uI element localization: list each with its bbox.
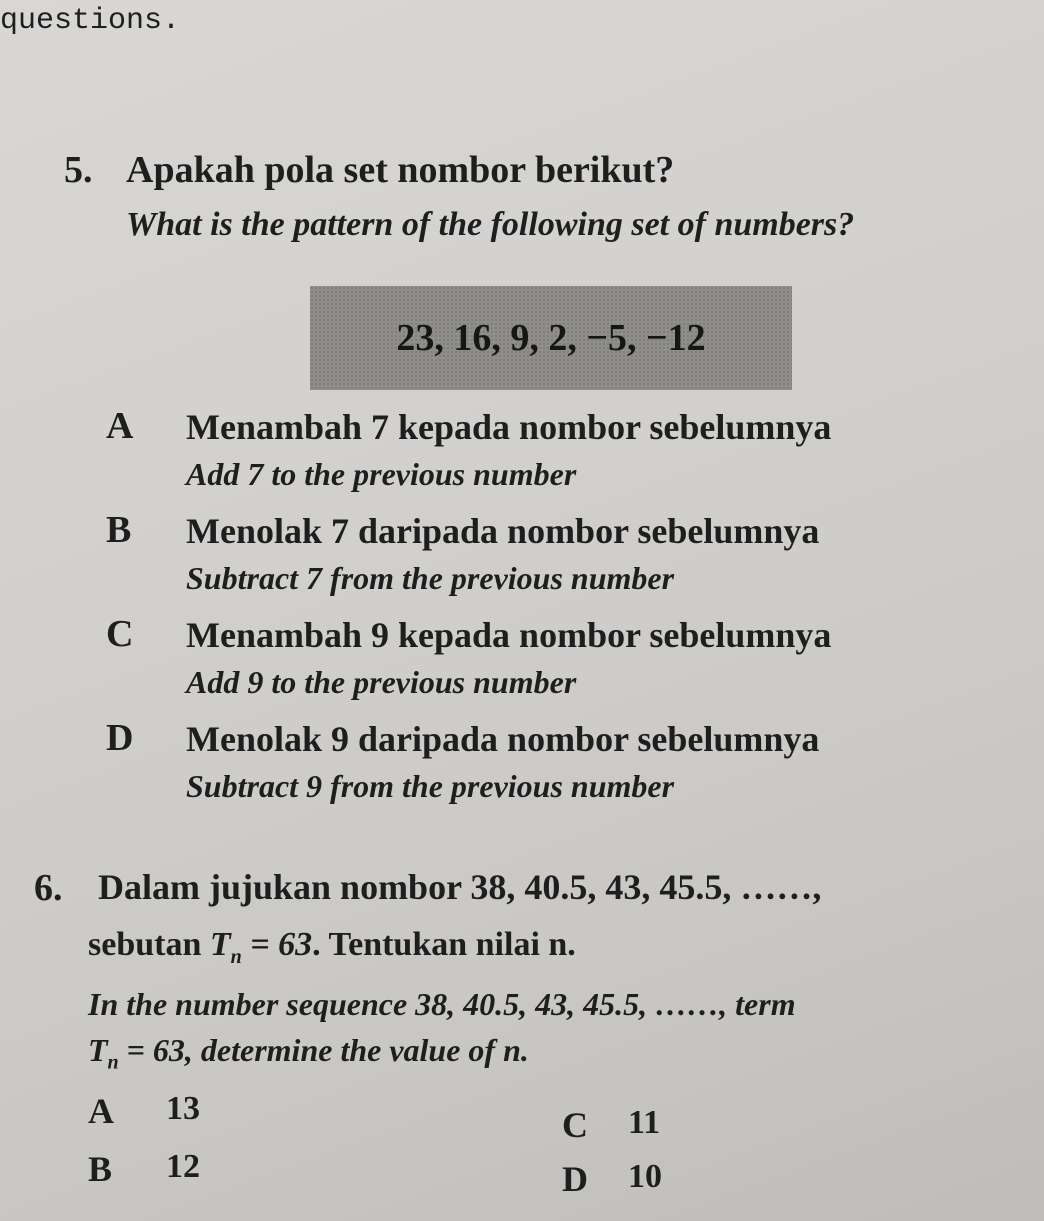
q5-option-c-malay[interactable]: Menambah 9 kepada nombor sebelumnya — [186, 615, 832, 655]
q5-option-d-english[interactable]: Subtract 9 from the previous number — [186, 768, 675, 804]
q5-option-b-english[interactable]: Subtract 7 from the previous number — [186, 560, 675, 596]
instruction-malay: . Tentukan nilai n. — [312, 926, 576, 963]
page-header: questions. — [0, 4, 181, 38]
question-6-line2-malay — [88, 926, 576, 969]
q5-option-b-letter[interactable]: B — [106, 509, 132, 551]
question-6-line1-english: In the number sequence 38, 40.5, 43, 45.5, ……, term — [88, 986, 796, 1022]
term-formula-english: $T_n = 63$ — [88, 1032, 185, 1074]
q6-option-d-letter[interactable]: D — [562, 1159, 588, 1199]
number-sequence: 23, 16, 9, 2, −5, −12 — [396, 317, 706, 359]
q6-option-d-value[interactable]: 10 — [628, 1158, 662, 1195]
q6-option-a-letter[interactable]: A — [88, 1091, 114, 1131]
term-formula: $T_n = 63$ — [209, 926, 313, 968]
q6-option-b-letter[interactable]: B — [88, 1149, 113, 1189]
q6-option-b-value[interactable]: 12 — [166, 1148, 200, 1185]
q5-option-c-letter[interactable]: C — [106, 613, 134, 655]
question-5-text-english: What is the pattern of the following set of numbers? — [126, 206, 855, 243]
q5-option-c-english[interactable]: Add 9 to the previous number — [186, 664, 577, 700]
question-5-text-malay: Apakah pola set nombor berikut? — [126, 149, 675, 191]
question-5-number: 5. — [64, 149, 93, 191]
number-sequence-box — [310, 286, 792, 390]
q5-option-b-malay[interactable]: Menolak 7 daripada nombor sebelumnya — [186, 511, 820, 551]
q5-option-d-letter[interactable]: D — [106, 717, 134, 759]
q5-option-a-malay[interactable]: Menambah 7 kepada nombor sebelumnya — [186, 407, 832, 447]
q5-option-a-letter[interactable]: A — [106, 405, 134, 447]
q6-option-c-value[interactable]: 11 — [628, 1104, 661, 1141]
question-6-line2-english: $T_n = 63$, determine the value of n. — [88, 1032, 529, 1074]
question-6-line1-malay: Dalam jujukan nombor 38, 40.5, 43, 45.5, ……, — [98, 867, 822, 907]
q5-option-d-malay[interactable]: Menolak 9 daripada nombor sebelumnya — [186, 719, 820, 759]
q6-option-c-letter[interactable]: C — [562, 1105, 588, 1145]
sebutan-label: sebutan — [88, 926, 202, 963]
question-6-number: 6. — [34, 867, 63, 909]
q5-option-a-english[interactable]: Add 7 to the previous number — [186, 456, 577, 492]
q6-option-a-value[interactable]: 13 — [166, 1090, 200, 1127]
